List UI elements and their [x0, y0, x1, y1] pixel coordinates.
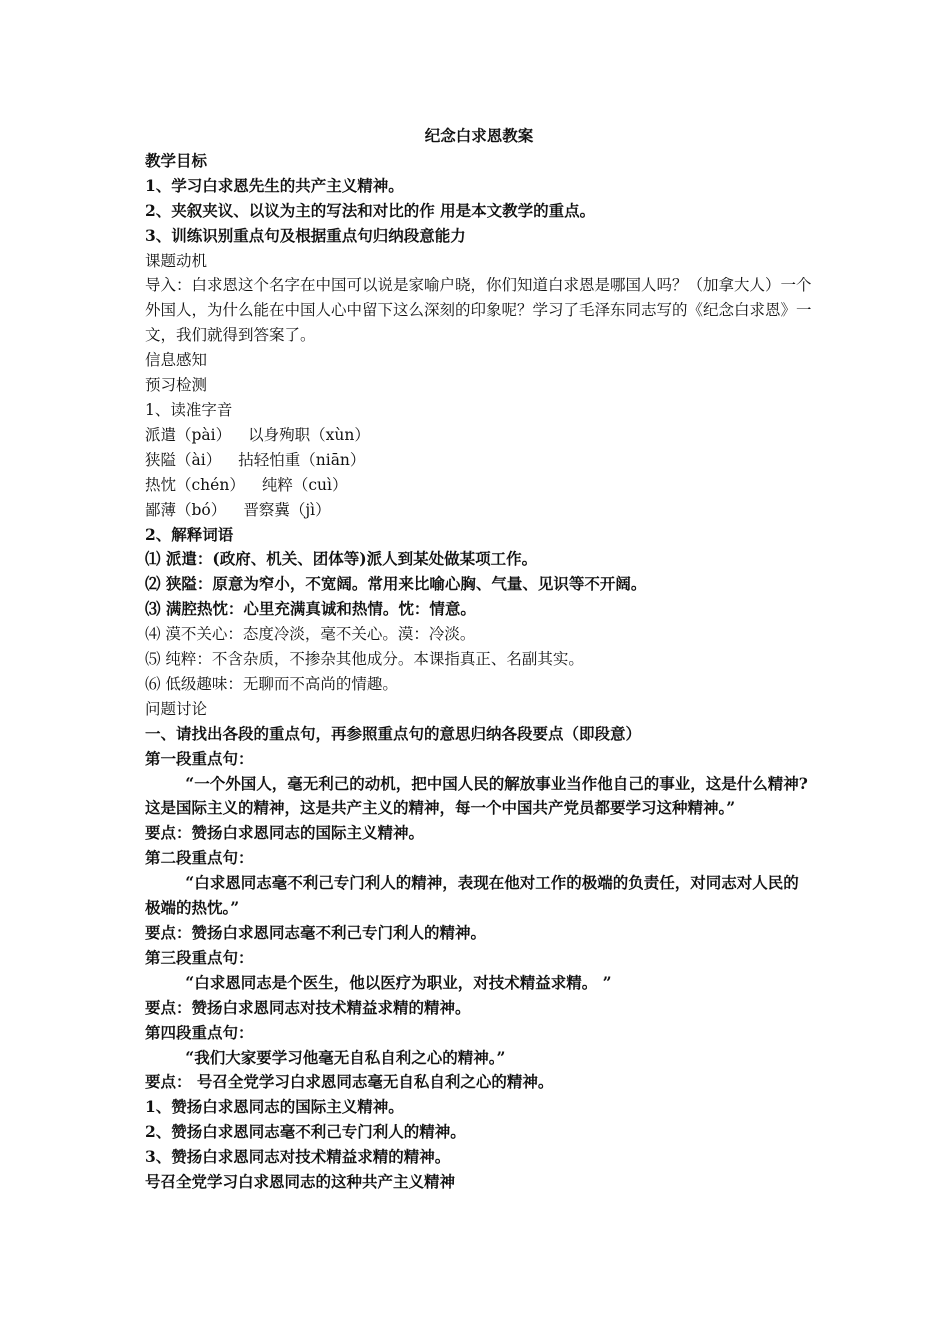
pronunciation-row [145, 498, 813, 523]
summary-item: 1、赞扬白求恩同志的国际主义精神。 [145, 1097, 404, 1117]
section-label: 第一段重点句： [145, 748, 254, 768]
vocab-heading: 2、解释词语 [145, 524, 234, 544]
goal-item: 2、夹叙夹议、以议为主的写法和对比的作 用是本文教学的重点。 [145, 200, 596, 220]
pron-word: 晋察冀（jì） [243, 500, 331, 519]
pron-word: 鄙薄（bó） [145, 500, 227, 519]
pron-word: 拈轻怕重（niān） [238, 450, 366, 469]
doc-title: 纪念白求恩教案 [424, 126, 534, 145]
summary-item: 3、赞扬白求恩同志对技术精益求精的精神。 [145, 1147, 451, 1167]
goal-item: 3、训练识别重点句及根据重点句归纳段意能力 [145, 225, 466, 245]
preview-heading: 预习检测 [145, 376, 208, 395]
pron-word: 纯粹（cuì） [261, 475, 348, 494]
goals-heading: 教学目标 [145, 150, 208, 170]
vocab-item: ⑸ 纯粹：不含杂质，不掺杂其他成分。本课指真正、名副其实。 [145, 650, 584, 669]
pron-word: 派遣（pài） [145, 425, 232, 444]
pron-word: 热忱（chén） [145, 475, 245, 494]
key-sentence: “白求恩同志是个医生，他以医疗为职业，对技术精益求精。 ” [185, 972, 612, 992]
vocab-item: ⑴ 派遣：(政府、机关、团体等)派人到某处做某项工作。 [145, 549, 538, 569]
section-point: 要点：赞扬白求恩同志对技术精益求精的精神。 [145, 997, 471, 1017]
key-sentence: “一个外国人，毫无利己的动机，把中国人民的解放事业当作他自己的事业，这是什么精神?这是国际主义的精神，这是共产主义的精神，每一个中国共产党员都要学习这种精神。” [145, 773, 808, 818]
section-label: 第二段重点句： [145, 848, 254, 868]
info-heading: 信息感知 [145, 351, 208, 370]
section-label: 第三段重点句： [145, 947, 254, 967]
summary-item: 号召全党学习白求恩同志的这种共产主义精神 [145, 1172, 456, 1192]
intro-paragraph: 导入：白求恩这个名字在中国可以说是家喻户晓，你们知道白求恩是哪国人吗？（加拿大人）一个外国人，为什么能在中国人心中留下这么深刻的印象呢？学习了毛泽东同志写的《纪念白求恩》一文，我们就得到答案了。 [145, 276, 812, 345]
pronunciation-heading: 1、读准字音 [145, 400, 233, 419]
vocab-item: ⑵ 狭隘：原意为窄小，不宽阔。常用来比喻心胸、气量、见识等不开阔。 [145, 574, 647, 594]
pronunciation-row [145, 473, 813, 498]
pron-word: 狭隘（ài） [145, 450, 222, 469]
pronunciation-row [145, 448, 813, 473]
motivation-heading: 课题动机 [145, 251, 208, 270]
pron-word: 以身殉职（xùn） [248, 425, 370, 444]
section-label: 第四段重点句： [145, 1022, 254, 1042]
section-point: 要点：赞扬白求恩同志毫不利己专门利人的精神。 [145, 923, 487, 942]
summary-item: 2、赞扬白求恩同志毫不利己专门利人的精神。 [145, 1122, 466, 1142]
vocab-item: ⑹ 低级趣味：无聊而不高尚的情趣。 [145, 674, 398, 693]
vocab-item: ⑶ 满腔热忱：心里充满真诚和热情。忱：情意。 [145, 599, 476, 619]
key-sentence: “我们大家要学习他毫无自私自利之心的精神。” [185, 1047, 506, 1067]
pronunciation-row [145, 423, 813, 448]
document-page [145, 124, 813, 1195]
key-sentence: “白求恩同志毫不利己专门利人的精神，表现在他对工作的极端的负责任，对同志对人民的极端的热忱。” [145, 873, 799, 918]
discussion-question: 一、请找出各段的重点句，再参照重点句的意思归纳各段要点（即段意） [145, 723, 642, 743]
goal-item: 1、学习白求恩先生的共产主义精神。 [145, 175, 404, 195]
vocab-item: ⑷ 漠不关心：态度冷淡，毫不关心。漠：冷淡。 [145, 625, 476, 644]
section-point: 要点： 号召全党学习白求恩同志毫无自私自利之心的精神。 [145, 1072, 554, 1092]
section-point: 要点：赞扬白求恩同志的国际主义精神。 [145, 823, 425, 843]
discussion-heading: 问题讨论 [145, 699, 208, 718]
